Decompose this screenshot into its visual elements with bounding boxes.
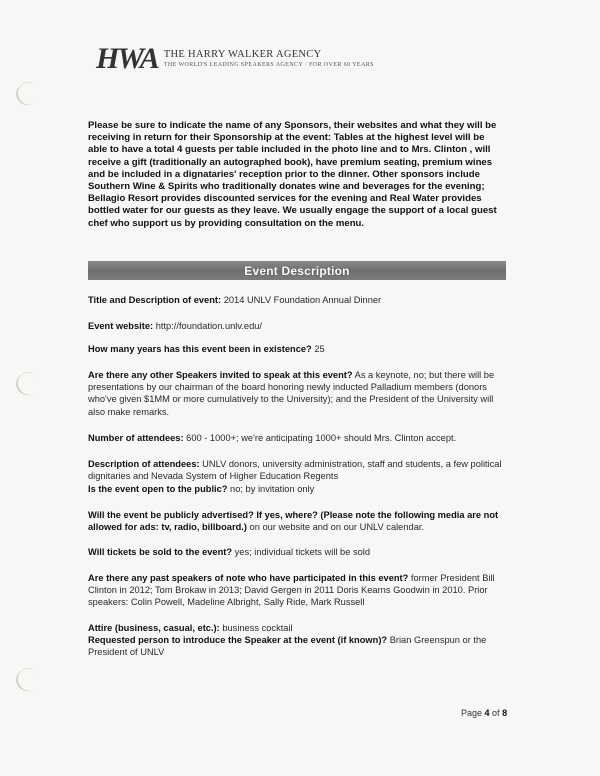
question: Title and Description of event: (88, 295, 222, 305)
agency-tagline: THE WORLD'S LEADING SPEAKERS AGENCY · FOR OVER 60 YEARS (163, 62, 374, 68)
qa-item (88, 343, 506, 355)
answer: former President Bill Clinton in 2012; Tom Brokaw in 2013; David Gergen in 2011 Doris Kearns Goodwin in 2010. Prior speakers: Colin Powell, Madeline Albright, Sally Ride, Mark Russell (88, 573, 495, 608)
answer: http://foundation.unlv.edu/ (153, 321, 262, 331)
answer: business cocktail (219, 623, 293, 633)
page-of: of (489, 708, 503, 718)
agency-name: THE HARRY WALKER AGENCY (163, 49, 322, 60)
question: Are there any past speakers of note who have participated in this event? (88, 573, 409, 583)
hole-punch-mark (12, 78, 43, 109)
sponsors-paragraph (88, 120, 504, 230)
qa-item (88, 622, 506, 634)
answer: 25 (311, 344, 325, 354)
question: Event website: (88, 321, 154, 331)
section-title: Event Description (244, 263, 350, 278)
answer: As a keynote, no; but there will be presentations by our chairman of the board honoring newly inducted Palladium members (donors who've given $1MM or more cumulatively to the University); and the President of the University will also make remarks. (88, 370, 495, 417)
answer: on our website and on our UNLV calendar. (246, 522, 425, 533)
qa-item (88, 294, 506, 306)
qa-item (88, 546, 506, 558)
question: Is the event open to the public? (88, 484, 228, 494)
qa-item (88, 572, 506, 609)
section-header (88, 261, 506, 280)
question: Will the event be publicly advertised? If yes, where? (Please note the following media are not allowed for ads: tv, radio, billboard.) (88, 510, 499, 533)
answer: no; by invitation only (227, 484, 315, 494)
hwa-logo: HWA (96, 42, 158, 75)
qa-item (88, 320, 506, 332)
question: Will tickets be sold to the event? (88, 547, 233, 557)
answer: UNLV donors, university administration, staff and students, a few political dignitaries and Nevada System of Higher Education Regents (88, 459, 502, 482)
page-number (461, 708, 507, 718)
answer: 600 - 1000+; we're anticipating 1000+ should Mrs. Clinton accept. (183, 433, 457, 443)
sponsors-answer: Tables at the highest level will be able to have a total 4 guests per table included in the photo line and to Mrs. Clinton , will receive a gift (traditionally an autographed book), have premium seating, premium wines and be included in a dignataries' reception prior to the dinner. Other sponsors include Southern Wine & Spirits who traditionally donates wine and beverages for the evening; Bellagio Resort provides discounted services for the evening and Real Water provides bottled water for our guests as they leave. We usually engage the support of a local guest chef who support us by providing consultation on the menu. (88, 132, 497, 229)
letterhead (96, 44, 374, 74)
answer: yes; individual tickets will be sold (232, 547, 371, 557)
answer: 2014 UNLV Foundation Annual Dinner (221, 295, 382, 305)
question: How many years has this event been in existence? (88, 344, 312, 354)
qa-item (88, 458, 506, 482)
qa-item (88, 509, 506, 533)
sponsors-question: Please be sure to indicate the name of any Sponsors, their websites and what they will be receiving in return for their Sponsorship at the event: (88, 120, 497, 144)
page-label: Page (461, 708, 485, 718)
question: Number of attendees: (88, 433, 184, 443)
question: Are there any other Speakers invited to speak at this event? (88, 370, 353, 380)
qa-item (88, 432, 506, 444)
qa-item (88, 369, 506, 418)
question: Requested person to introduce the Speaker at the event (if known)? (88, 635, 388, 645)
hole-punch-mark (12, 368, 43, 399)
page-current: 4 (484, 708, 490, 718)
question: Attire (business, casual, etc.): (88, 623, 220, 633)
answer: Brian Greenspun or the President of UNLV (88, 635, 487, 658)
page-total: 8 (502, 708, 508, 718)
hole-punch-mark (12, 664, 43, 695)
question: Description of attendees: (88, 459, 200, 469)
qa-item (88, 634, 506, 658)
qa-item (88, 483, 506, 495)
